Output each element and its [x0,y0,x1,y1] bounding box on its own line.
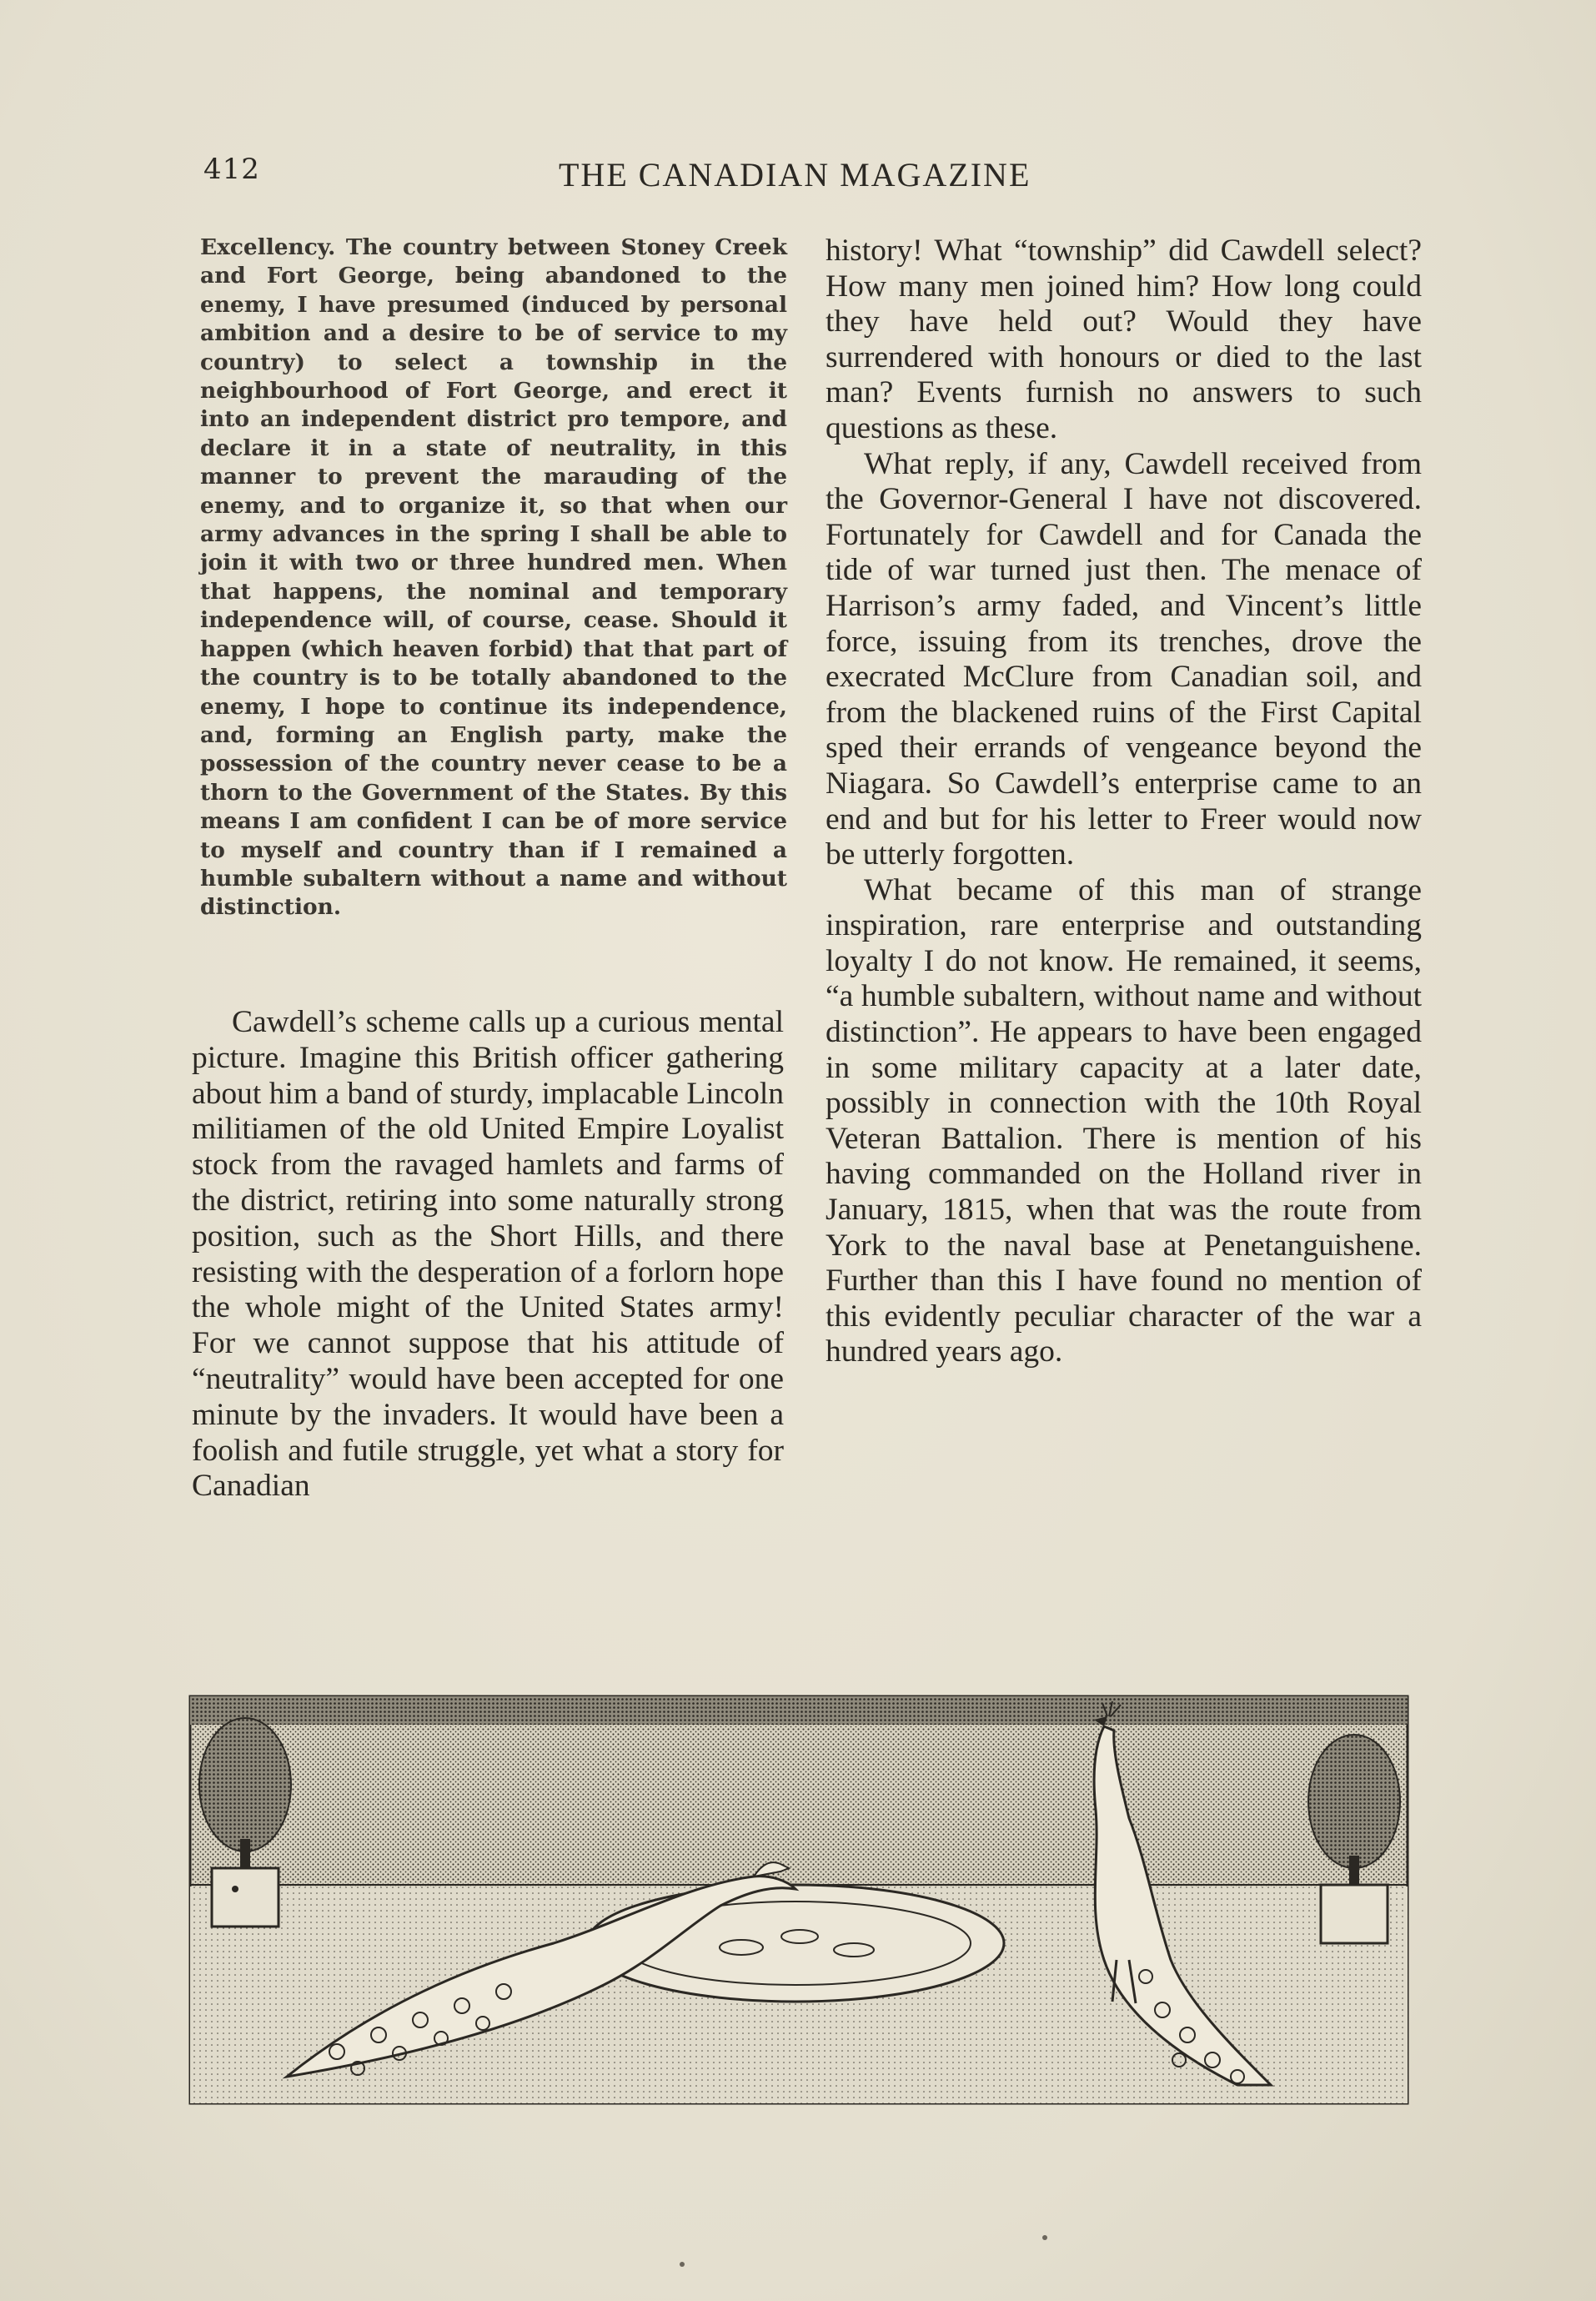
quoted-letter [200,234,787,922]
right-paragraph-2: What reply, if any, Cawdell received from the Governor-General I have not discovered. Fortunately for Cawdell and for Canada the tide of war turned just then. The menace of Harrison’s army faded, and Vincent’s little force, issuing from its trenches, drove the execrated McClure from Canadian soil, and from the blackened ruins of the First Capital sped their errands of vengeance beyond the Niagara. So Cawdell’s enterprise came to an end and but for his letter to Freer would now be utterly forgotten. [826,446,1422,872]
page-number: 412 [203,153,260,186]
left-paragraph: Cawdell’s scheme calls up a curious mental picture. Imagine this British officer gathering about him a band of sturdy, implacable Lincoln militiamen of the old United Empire Loyalist stock from the ravaged hamlets and farms of the district, retiring into some naturally strong position, such as the Short Hills, and there resisting with the desperation of a forlorn hope the whole might of the United States army! For we cannot suppose that his attitude of “neutrality” would have been accepted for one minute by the invaders. It would have been a foolish and futile struggle, yet what a story for Canadian [192,1005,784,1504]
paper-speck [680,2262,685,2267]
running-title: THE CANADIAN MAGAZINE [559,156,1031,193]
left-column-body [192,1005,784,1505]
peacock-garden-icon [187,1693,1411,2107]
paper-speck [1042,2235,1047,2240]
peacock-garden-illustration [187,1693,1411,2107]
quoted-letter-text: Excellency. The country between Stoney Creek and Fort George, being abandoned to the enemy, I have presumed (induced by personal ambition and a desire to be of service to my country) to select a township in the neighbourhood of Fort George, and erect it into an independent district pro tempore, and declare it in a state of neutrality, in this manner to prevent the marauding of the enemy, and to organize it, so that when our army advances in the spring I shall be able to join it with two or three hundred men. When that happens, the nominal and temporary independence will, of course, cease. Should it happen (which heaven forbid) that that part of the country is to be totally abandoned to the enemy, I hope to continue its independence, and, forming an English party, make the possession of the country never cease to be a thorn to the Government of the States. By this means I am confident I can be of more service to myself and country than if I remained a humble subaltern without a name and without distinction. [200,234,787,921]
right-paragraph-1: history! What “township” did Cawdell select? How many men joined him? How long could they have held out? Would they have surrendered with honours or died to the last man? Events furnish no answers to such questions as these. [826,234,1422,445]
right-column [826,234,1422,1370]
right-paragraph-3: What became of this man of strange inspiration, rare enterprise and outstanding loyalty I do not know. He remained, it seems, “a humble subaltern, without name and without distinction”. He appears to have been engaged in some military capacity at a later date, possibly in connection with the 10th Royal Veteran Battalion. There is mention of his having commanded on the Holland river in January, 1815, when that was the route from York to the naval base at Penetanguishene. Further than this I have found no mention of this evidently peculiar character of the war a hundred years ago. [826,872,1422,1369]
